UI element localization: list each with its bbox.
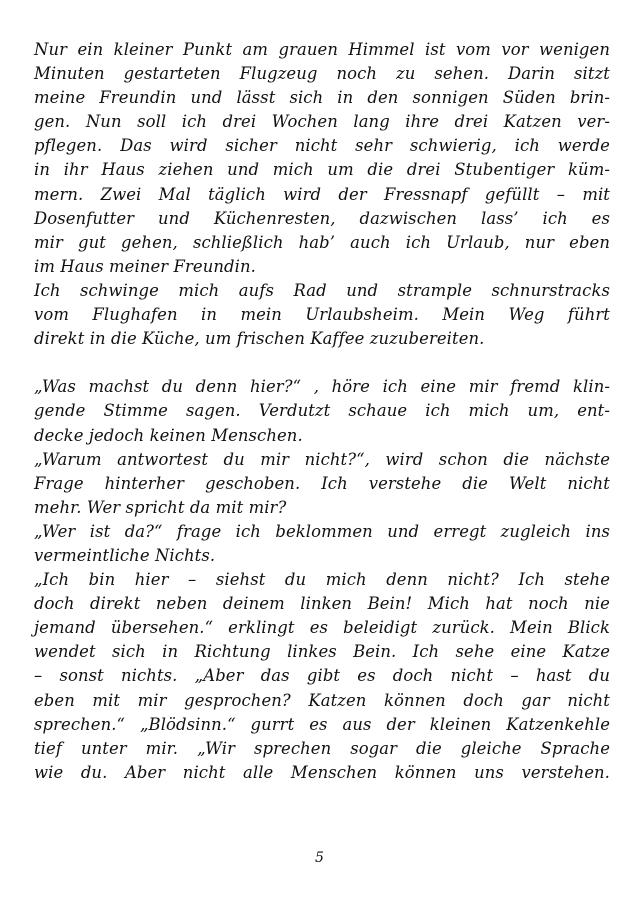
- text-line: „Was machst du denn hier?“ , höre ich eine mir fremd klin-: [34, 377, 610, 397]
- text-line: wendet sich in Richtung linkes Bein. Ich sehe eine Katze: [34, 642, 610, 662]
- text-line: in ihr Haus ziehen und mich um die drei Stubentiger küm-: [34, 160, 610, 180]
- text-line: Nur ein kleiner Punkt am grauen Himmel ist vom vor wenigen: [34, 40, 610, 59]
- text-line: jemand übersehen.“ erklingt es beleidigt zurück. Mein Blick: [34, 618, 610, 638]
- text-line: gende Stimme sagen. Verdutzt schaue ich mich um, ent-: [34, 401, 610, 421]
- text-line: im Haus meiner Freundin.: [34, 256, 256, 276]
- page-number: 5: [315, 850, 324, 866]
- text-line: Dosenfutter und Küchenresten, dazwischen lass’ ich es: [34, 208, 610, 228]
- text-line: Frage hinterher geschoben. Ich verstehe die Welt nicht: [34, 473, 610, 493]
- text-line: vermeintliche Nichts.: [34, 545, 216, 565]
- text-line: gen. Nun soll ich drei Wochen lang ihre drei Katzen ver-: [34, 112, 610, 132]
- text-line: meine Freundin und lässt sich in den sonnigen Süden brin-: [34, 88, 610, 108]
- text-line: – sonst nichts. „Aber das gibt es doch nicht – hast du: [34, 666, 610, 686]
- text-line: sprechen.“ „Blödsinn.“ gurrt es aus der kleinen Katzenkehle: [34, 714, 610, 734]
- text-line: vom Flughafen in mein Urlaubsheim. Mein Weg führt: [34, 305, 610, 325]
- text-line: decke jedoch keinen Menschen.: [34, 425, 303, 445]
- text-line: doch direkt neben deinem linken Bein! Mich hat noch nie: [34, 594, 610, 614]
- text-line: Minuten gestarteten Flugzeug noch zu sehen. Darin sitzt: [34, 64, 610, 84]
- text-line: mern. Zwei Mal täglich wird der Fressnapf gefüllt – mit: [34, 184, 610, 204]
- text-line: tief unter mir. „Wir sprechen sogar die gleiche Sprache: [34, 738, 610, 758]
- text-line: „Ich bin hier – siehst du mich denn nicht? Ich stehe: [34, 570, 610, 590]
- paragraph-gap: [34, 351, 610, 375]
- story-text: [34, 38, 610, 785]
- text-line: Ich schwinge mich aufs Rad und strample schnurstracks: [34, 280, 610, 300]
- text-line: direkt in die Küche, um frischen Kaffee zuzubereiten.: [34, 329, 485, 349]
- text-line: „Warum antwortest du mir nicht?“, wird schon die nächste: [34, 449, 610, 469]
- text-line: mehr. Wer spricht da mit mir?: [34, 497, 287, 517]
- text-line: „Wer ist da?“ frage ich beklommen und erregt zugleich ins: [34, 521, 610, 541]
- text-line: wie du. Aber nicht alle Menschen können uns verstehen.: [34, 762, 610, 782]
- text-line: mir gut gehen, schließlich hab’ auch ich Urlaub, nur eben: [34, 232, 610, 252]
- text-line: eben mit mir gesprochen? Katzen können doch gar nicht: [34, 690, 610, 710]
- text-line: pflegen. Das wird sicher nicht sehr schwierig, ich werde: [34, 136, 610, 156]
